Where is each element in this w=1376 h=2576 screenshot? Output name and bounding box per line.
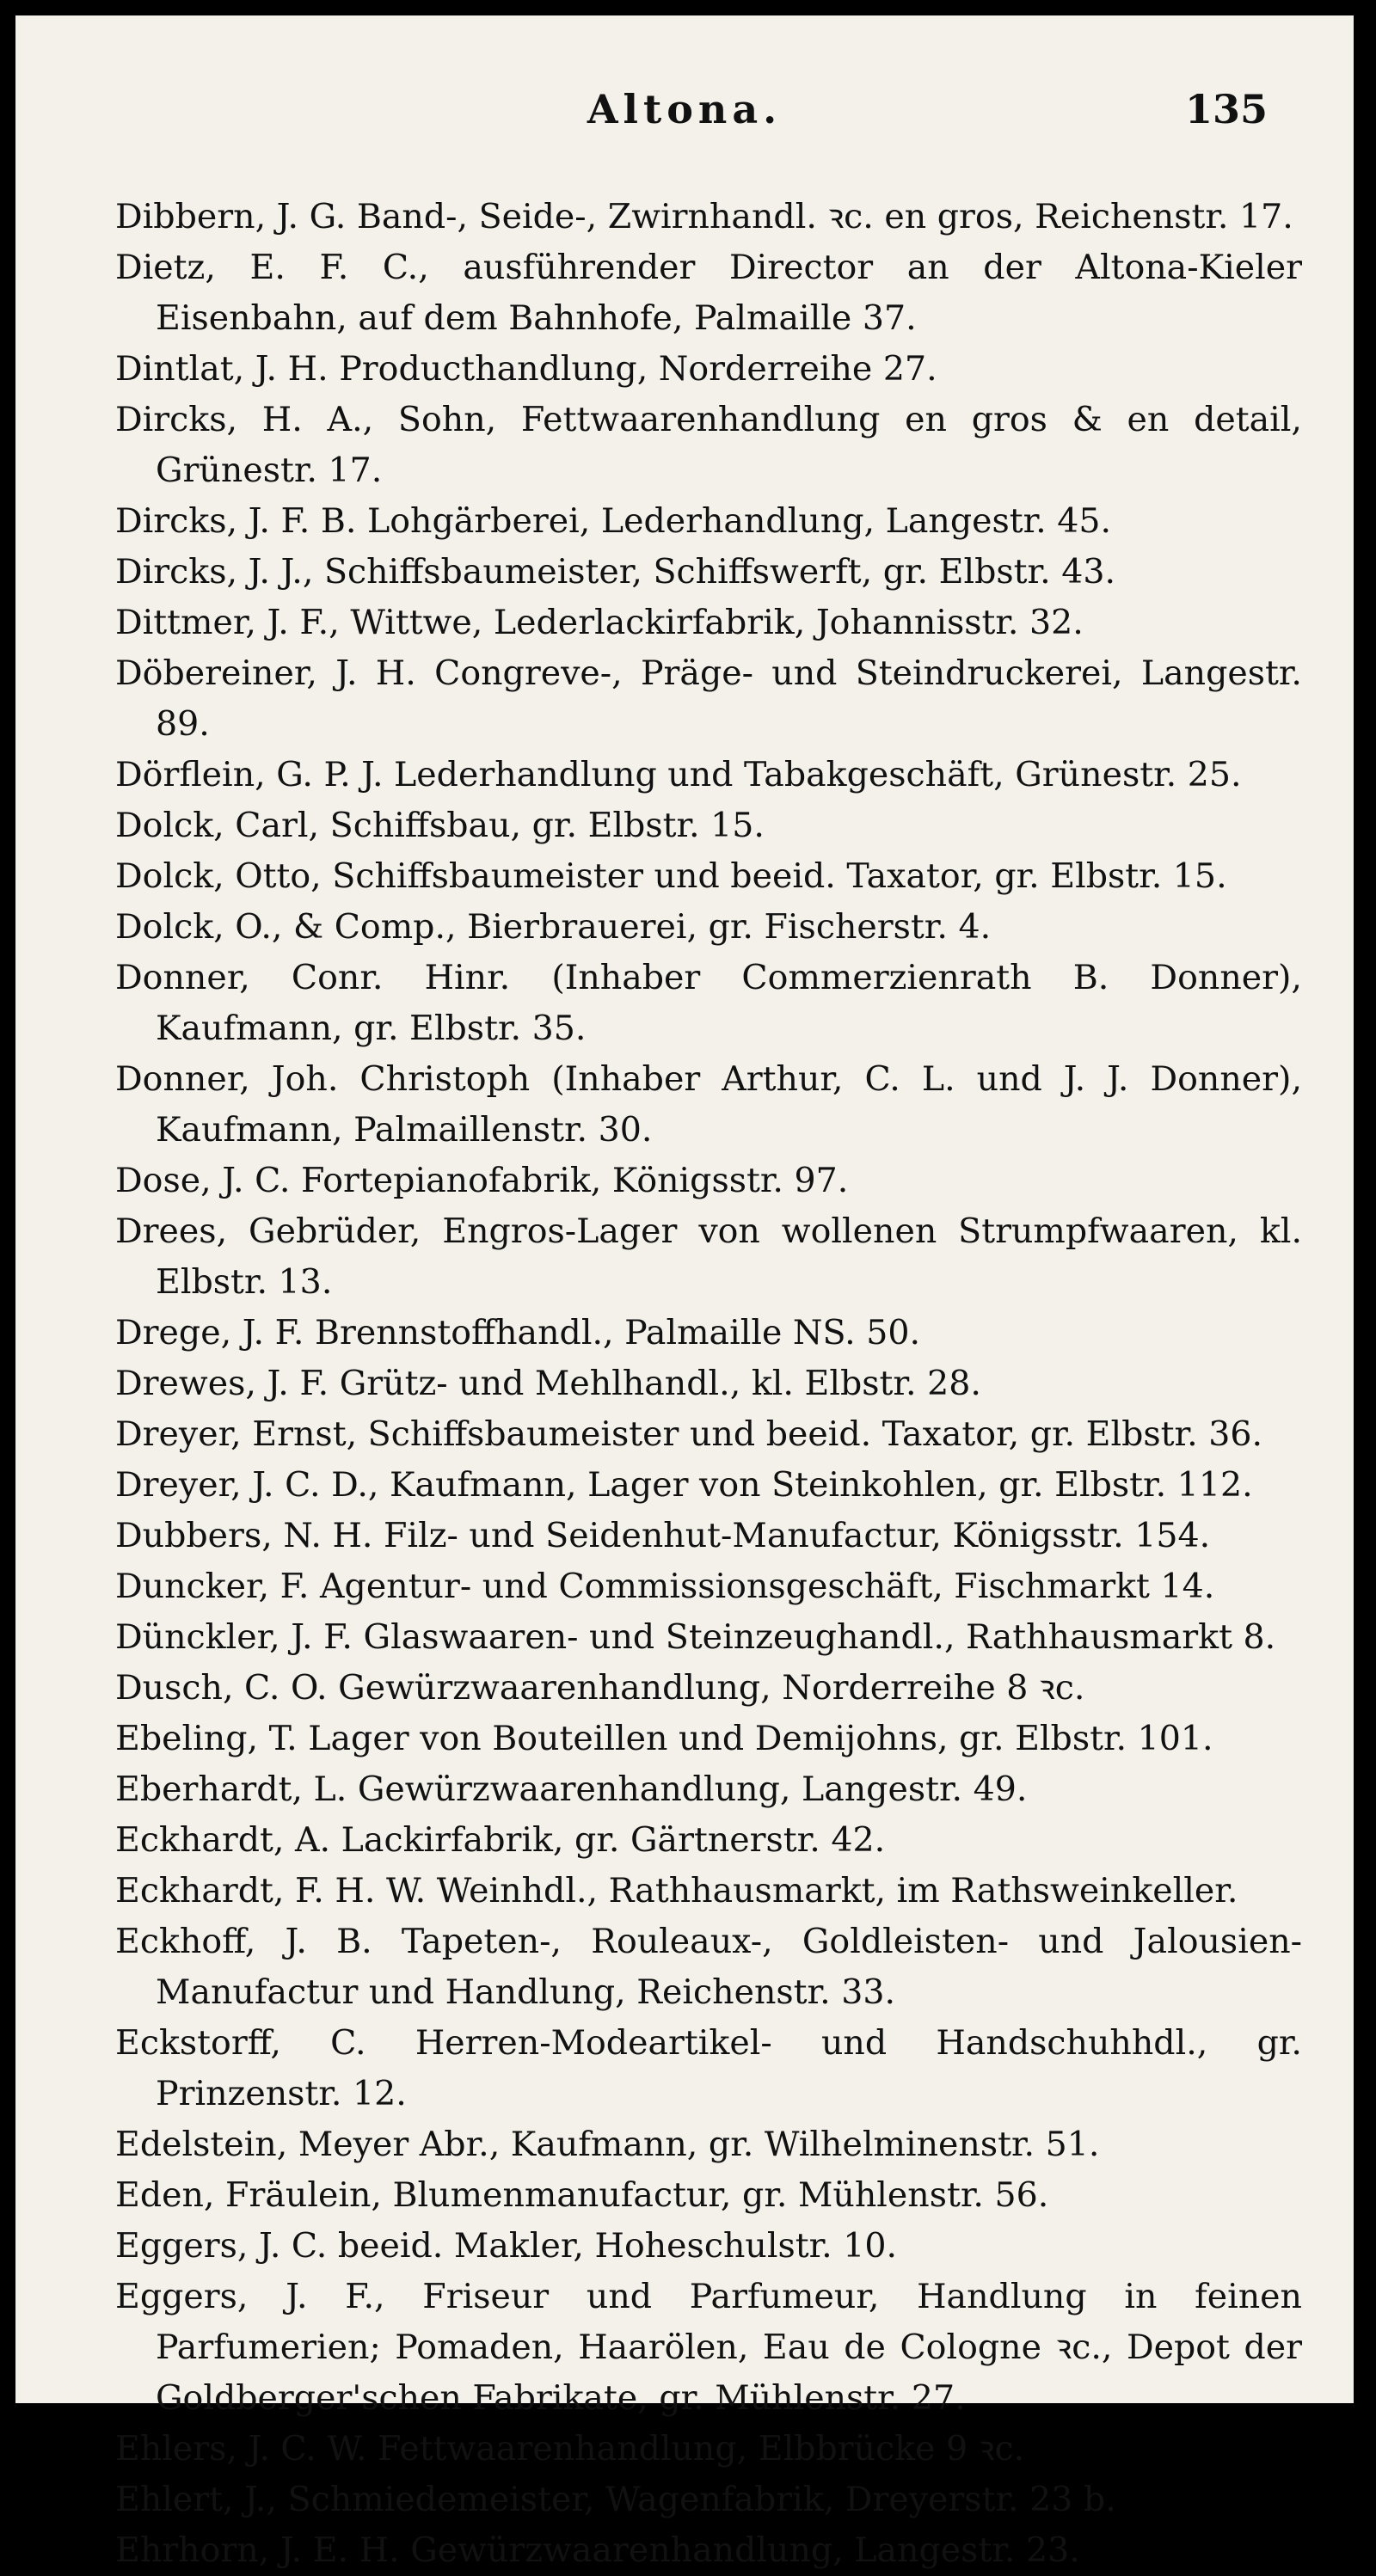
directory-entry: Dörflein, G. P. J. Lederhandlung und Tabakgeschäft, Grünestr. 25. [115,755,1242,794]
directory-entry: Dolck, Otto, Schiffsbaumeister und beeid. Taxator, gr. Elbstr. 15. [115,856,1227,896]
directory-page [15,15,1354,2570]
directory-entry: Eckhardt, A. Lackirfabrik, gr. Gärtnerstr. 42. [115,1820,886,1860]
directory-entry: Dibbern, J. G. Band-, Seide-, Zwirnhandl. ꝛc. en gros, Reichenstr. 17. [115,197,1293,236]
directory-entry: Döbereiner, J. H. Congreve-, Präge- und Steindruckerei, Langestr. 89. [115,653,1302,744]
directory-entry: Ebeling, T. Lager von Bouteillen und Demijohns, gr. Elbstr. 101. [115,1719,1213,1758]
directory-entry: Dintlat, J. H. Producthandlung, Norderreihe 27. [115,349,937,389]
directory-entry: Donner, Joh. Christoph (Inhaber Arthur, C. L. und J. J. Donner), Kaufmann, Palmaillenstr. 30. [115,1059,1302,1150]
directory-entry: Eckhoff, J. B. Tapeten-, Rouleaux-, Goldleisten- und Jalousien-Manufactur und Handlung, Reichenstr. 33. [115,1922,1302,2012]
directory-entry: Eggers, J. F., Friseur und Parfumeur, Handlung in feinen Parfumerien; Pomaden, Haarölen, Eau de Cologne ꝛc., Depot der Goldberger'schen Fabrikate, gr. Mühlenstr. 27. [115,2277,1302,2418]
directory-entry: Ehrhorn, J. E. H. Gewürzwaarenhandlung, Langestr. 23. [115,2530,1080,2570]
directory-entry: Dolck, Carl, Schiffsbau, gr. Elbstr. 15. [115,806,765,845]
directory-entry: Dose, J. C. Fortepianofabrik, Königsstr. 97. [115,1161,849,1200]
directory-entry: Dittmer, J. F., Wittwe, Lederlackirfabrik, Johannisstr. 32. [115,603,1084,642]
directory-entry: Ehlers, J. C. W. Fettwaarenhandlung, Elbbrücke 9 ꝛc. [115,2429,1025,2469]
directory-entry: Dreyer, Ernst, Schiffsbaumeister und beeid. Taxator, gr. Elbstr. 36. [115,1414,1263,1454]
directory-entry: Dircks, H. A., Sohn, Fettwaarenhandlung en gros & en detail, Grünestr. 17. [115,400,1302,490]
directory-entry: Dünckler, J. F. Glaswaaren- und Steinzeughandl., Rathhausmarkt 8. [115,1617,1276,1657]
directory-entry: Eckhardt, F. H. W. Weinhdl., Rathhausmarkt, im Rathsweinkeller. [115,1871,1238,1911]
directory-entry: Dusch, C. O. Gewürzwaarenhandlung, Norderreihe 8 ꝛc. [115,1668,1085,1708]
directory-entry: Drewes, J. F. Grütz- und Mehlhandl., kl. Elbstr. 28. [115,1364,981,1403]
directory-entry: Drees, Gebrüder, Engros-Lager von wollenen Strumpfwaaren, kl. Elbstr. 13. [115,1211,1302,1302]
directory-entry: Dreyer, J. C. D., Kaufmann, Lager von Steinkohlen, gr. Elbstr. 112. [115,1465,1253,1505]
directory-entry: Eberhardt, L. Gewürzwaarenhandlung, Langestr. 49. [115,1769,1028,1809]
directory-entry: Dircks, J. J., Schiffsbaumeister, Schiffswerft, gr. Elbstr. 43. [115,552,1116,592]
directory-entry: Dircks, J. F. B. Lohgärberei, Lederhandlung, Langestr. 45. [115,501,1112,541]
directory-entry: Drege, J. F. Brennstoffhandl., Palmaille NS. 50. [115,1313,921,1352]
directory-entry: Donner, Conr. Hinr. (Inhaber Commerzienrath B. Donner), Kaufmann, gr. Elbstr. 35. [115,958,1302,1048]
directory-entry: Eggers, J. C. beeid. Makler, Hoheschulstr. 10. [115,2226,898,2266]
directory-entry: Edelstein, Meyer Abr., Kaufmann, gr. Wilhelminenstr. 51. [115,2125,1100,2164]
directory-entry: Eckstorff, C. Herren-Modeartikel- und Handschuhhdl., gr. Prinzenstr. 12. [115,2023,1302,2113]
directory-entry-list [115,192,1302,2576]
directory-entry: Dolck, O., & Comp., Bierbrauerei, gr. Fischerstr. 4. [115,907,992,947]
directory-entry: Dubbers, N. H. Filz- und Seidenhut-Manufactur, Königsstr. 154. [115,1516,1211,1555]
directory-entry: Dietz, E. F. C., ausführender Director an der Altona-Kieler Eisenbahn, auf dem Bahnhofe, Palmaille 37. [115,248,1302,338]
directory-entry: Ehlert, J., Schmiedemeister, Wagenfabrik, Dreyerstr. 23 b. [115,2480,1116,2519]
page-header [15,86,1354,146]
page-title: Altona. [587,86,783,132]
page-number: 135 [1184,86,1268,132]
directory-entry: Eden, Fräulein, Blumenmanufactur, gr. Mühlenstr. 56. [115,2175,1049,2215]
directory-entry: Duncker, F. Agentur- und Commissionsgeschäft, Fischmarkt 14. [115,1567,1215,1606]
